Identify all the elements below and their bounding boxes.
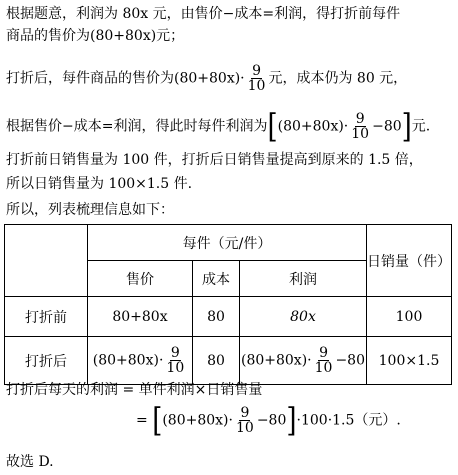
daily-sales-header: 日销量（件）: [367, 225, 452, 297]
right-bracket: ]: [401, 107, 412, 146]
paragraph-3-expr-left: (80+80x)·: [277, 118, 349, 135]
row-label-before: 打折前: [5, 297, 88, 337]
after-profit-expr-left: (80+80x)·: [240, 352, 312, 369]
fraction-numerator: 9: [355, 111, 365, 127]
row-label-after: 打折后: [5, 337, 88, 385]
paragraph-2-suffix: 元，成本仍为 80 元，: [268, 70, 408, 87]
fraction-nine-tenths: [247, 64, 267, 93]
paragraph-3-suffix: 元.: [411, 118, 431, 135]
paragraph-1-line-1: 根据题意，利润为 80x 元，由售价−成本=利润，得打折前每件: [6, 6, 401, 22]
after-profit-cell: [240, 337, 367, 385]
fraction-denominator: 10: [235, 420, 254, 436]
after-cost-cell: 80: [193, 337, 240, 385]
fraction-nine-tenths: [314, 346, 334, 375]
paragraph-4-line-1: 打折前日销售量为 100 件，打折后日销售量提高到原来的 1.5 倍，: [6, 152, 423, 168]
after-price-expr: (80+80x)·: [92, 352, 164, 369]
paragraph-2-prefix: 打折后，每件商品的售价为(80+80x)·: [6, 70, 245, 87]
fraction-nine-tenths: [350, 112, 370, 141]
right-bracket: ]: [286, 401, 297, 440]
paragraph-5: 所以，列表梳理信息如下：: [6, 202, 174, 218]
before-profit-cell: 80x: [240, 297, 367, 337]
fraction-denominator: 10: [314, 360, 333, 376]
summary-line-2: [136, 401, 401, 440]
summary-expr-right: −80: [256, 412, 287, 429]
group-header-per-item: 每件（元/件）: [88, 225, 367, 261]
before-cost-cell: 80: [193, 297, 240, 337]
left-bracket: [: [152, 401, 163, 440]
table-row-before: [5, 297, 452, 337]
fraction-nine-tenths: [165, 346, 185, 375]
paragraph-1-line-2: 商品的售价为(80+80x)元；: [6, 28, 185, 44]
after-price-cell: [88, 337, 193, 385]
fraction-nine-tenths: [235, 406, 255, 435]
info-table: [4, 224, 452, 385]
fraction-numerator: 9: [319, 345, 328, 361]
fraction-numerator: 9: [170, 345, 180, 361]
paragraph-3-prefix: 根据售价−成本=利润，得此时每件利润为: [6, 118, 268, 135]
summary-expr-left: (80+80x)·: [162, 412, 233, 429]
summary-line-1: 打折后每天的利润 = 单件利润×日销售量: [6, 382, 263, 398]
paragraph-2: [6, 64, 407, 93]
summary-equals: =: [136, 412, 148, 429]
fraction-numerator: 9: [240, 405, 250, 421]
col-header-price: 售价: [88, 261, 193, 297]
before-sales-cell: 100: [367, 297, 452, 337]
col-header-profit: 利润: [240, 261, 367, 297]
after-sales-cell: 100×1.5: [367, 337, 452, 385]
answer-line: 故选 D.: [6, 454, 54, 470]
after-profit-expr-right: −80: [335, 352, 365, 369]
paragraph-4-line-2: 所以日销售量为 100×1.5 件.: [6, 176, 193, 192]
paragraph-3-expr-right: −80: [372, 118, 402, 135]
table-row-after: [5, 337, 452, 385]
fraction-denominator: 10: [351, 126, 370, 142]
fraction-denominator: 10: [247, 78, 266, 94]
paragraph-3: [6, 107, 431, 146]
table-corner-cell: [5, 225, 88, 297]
before-price-cell: 80+80x: [88, 297, 193, 337]
fraction-numerator: 9: [252, 63, 262, 79]
fraction-denominator: 10: [166, 360, 185, 376]
left-bracket: [: [267, 107, 278, 146]
summary-tail: ·100·1.5（元）.: [296, 412, 401, 429]
col-header-cost: 成本: [193, 261, 240, 297]
